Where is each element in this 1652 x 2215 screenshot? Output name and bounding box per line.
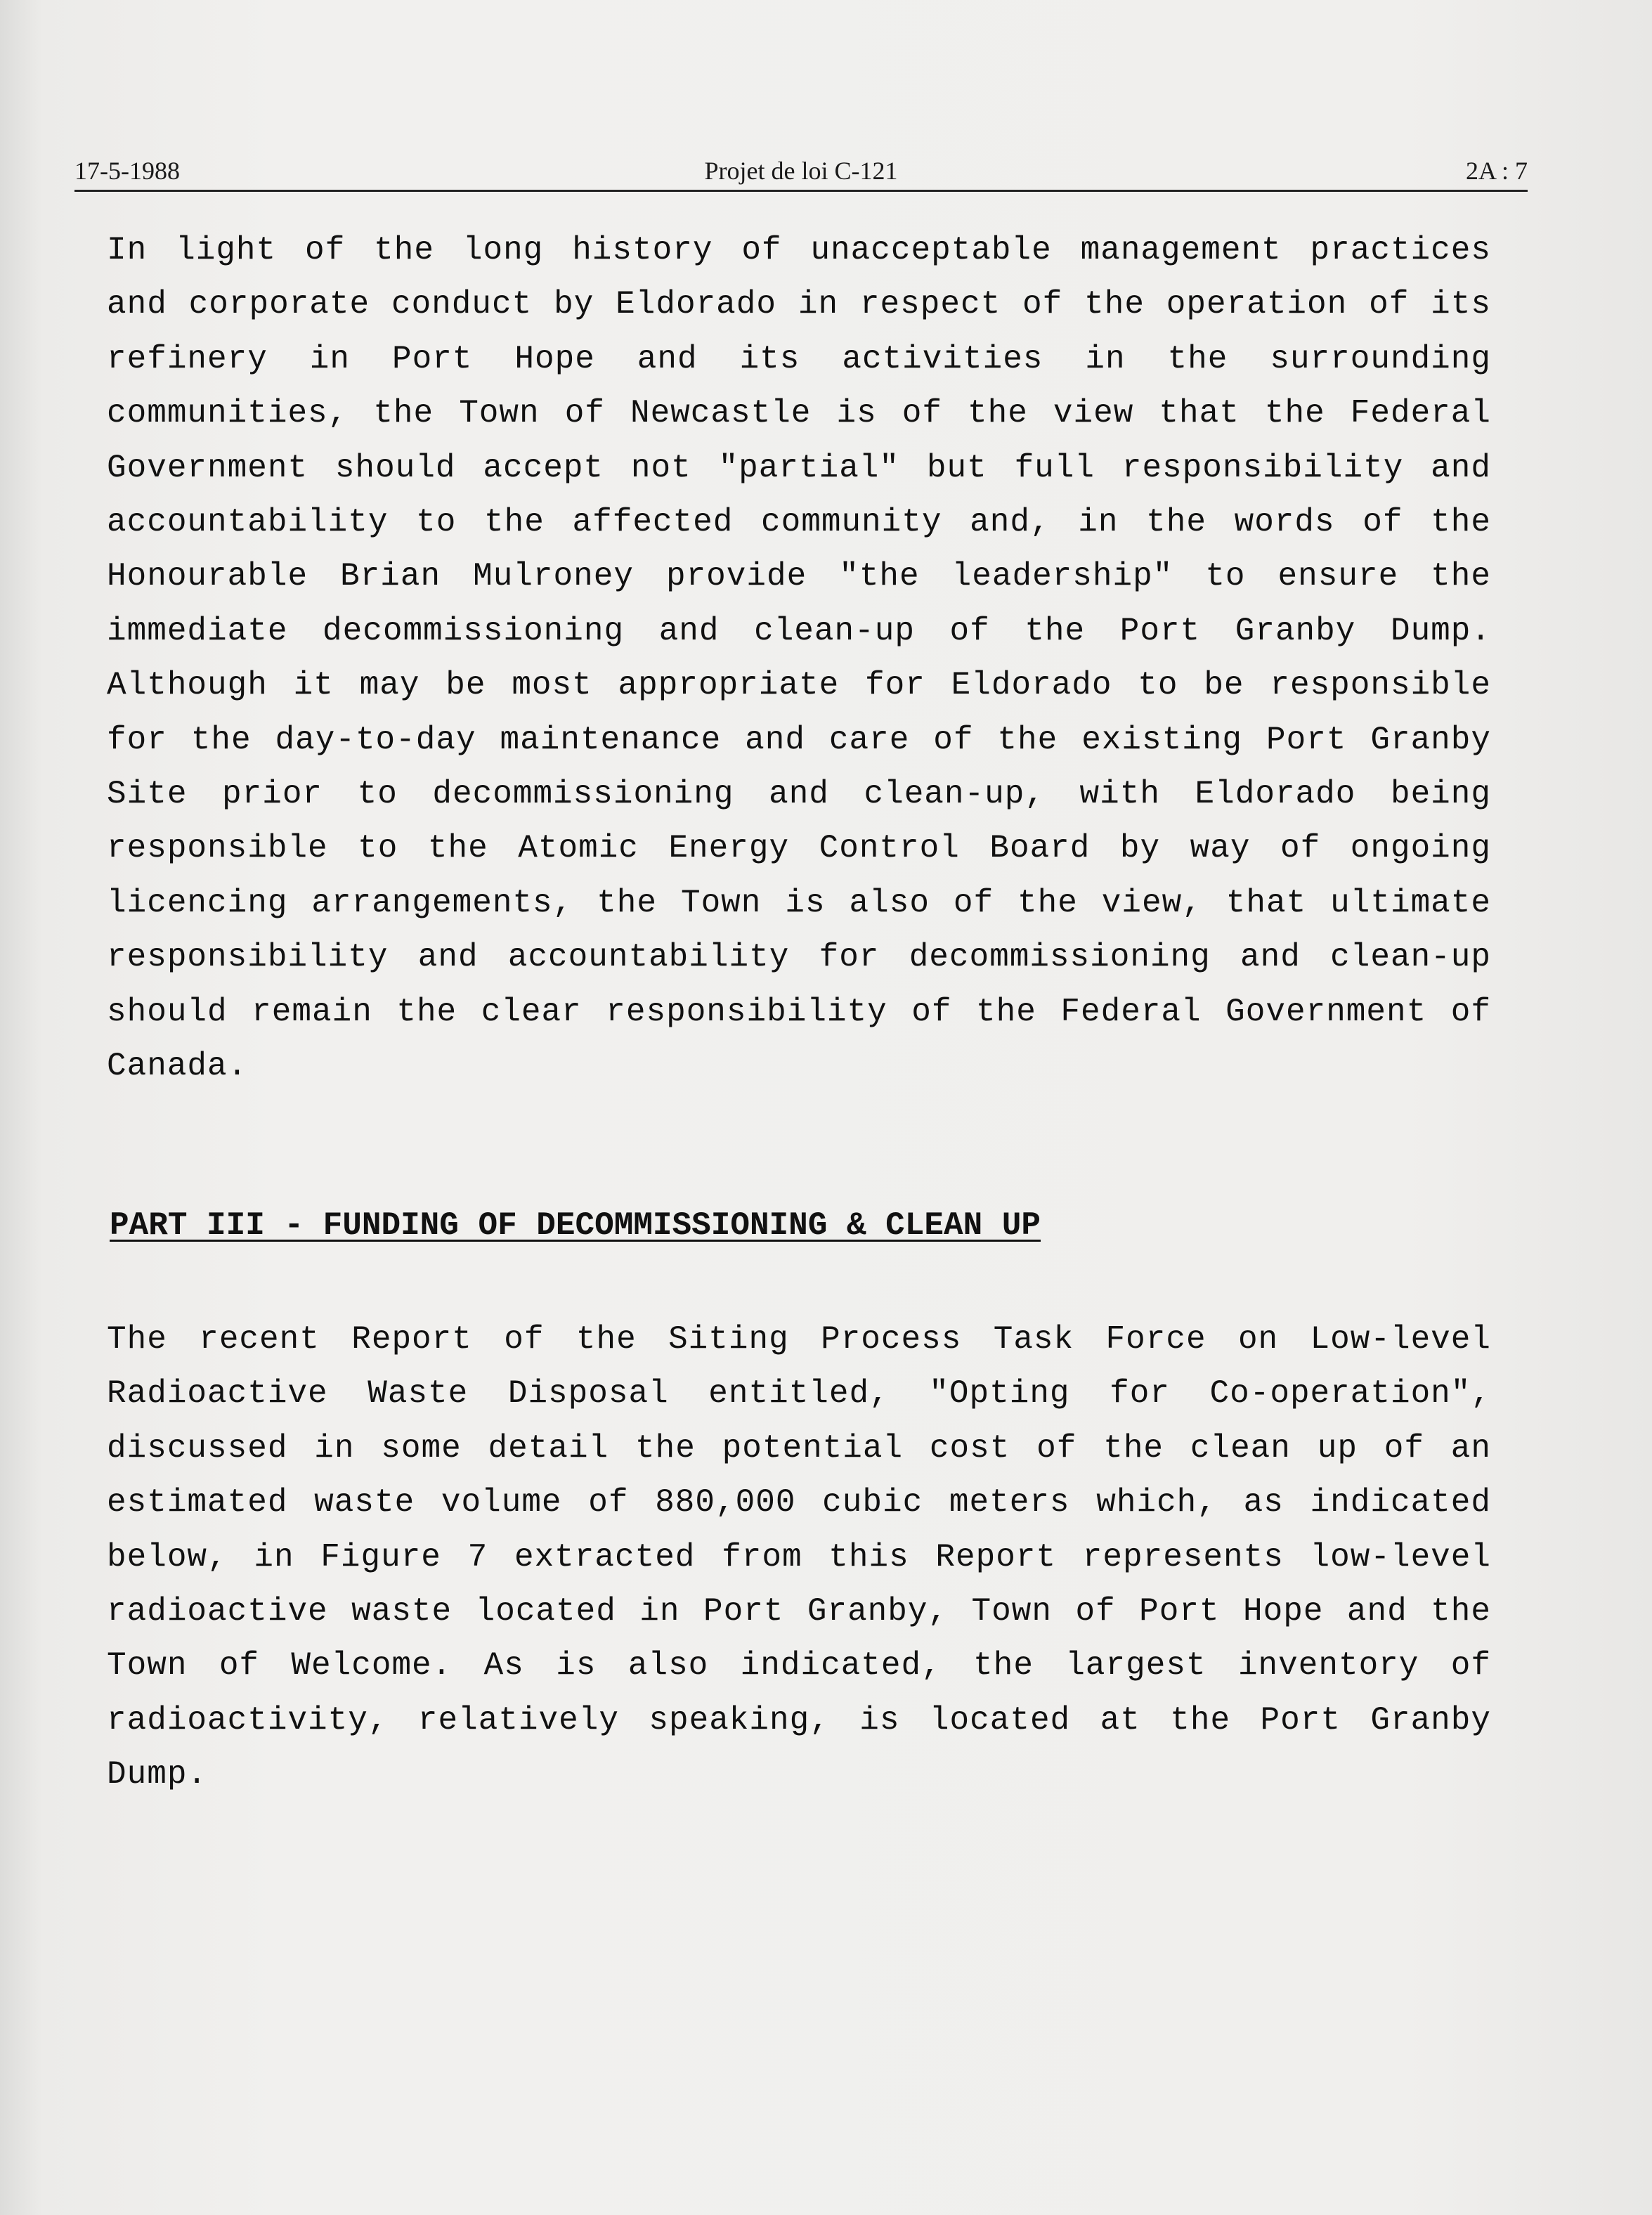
header-title: Projet de loi C-121 — [704, 157, 898, 185]
header-rule — [74, 190, 1528, 192]
header-date: 17-5-1988 — [74, 157, 180, 185]
header-page-reference: 2A : 7 — [1465, 157, 1528, 185]
section-heading: PART III - FUNDING OF DECOMMISSIONING & CLEAN UP — [110, 1207, 1041, 1244]
page-header — [74, 156, 1528, 190]
paragraph-funding: The recent Report of the Siting Process Task Force on Low-level Radioactive Waste Disposal entitled, "Opting for Co-operation", discussed in some detail the potential cost of the clean up of an estimated waste volume of 880,000 cubic meters which, as indicated below, in Figure 7 extracted from this Report represents low-level radioactive waste located in Port Granby, Town of Port Hope and the Town of Welcome. As is also indicated, the largest inventory of radioactivity, relatively speaking, is located at the Port Granby Dump. — [107, 1321, 1491, 1793]
paragraph-responsibility: In light of the long history of unacceptable management practices and corporate conduct by Eldorado in respect of the operation of its refinery in Port Hope and its activities in the surrounding communities, the Town of Newcastle is of the view that the Federal Government should accept not "partial" but full responsibility and accountability to the affected community and, in the words of the Honourable Brian Mulroney provide "the leadership" to ensure the immediate decommissioning and clean-up of the Port Granby Dump. Although it may be most appropriate for Eldorado to be responsible for the day-to-day maintenance and care of the existing Port Granby Site prior to decommissioning and clean-up, with Eldorado being responsible to the Atomic Energy Control Board by way of ongoing licencing arrangements, the Town is also of the view, that ultimate responsibility and accountability for decommissioning and clean-up should remain the clear responsibility of the Federal Government of Canada. — [107, 232, 1491, 1085]
